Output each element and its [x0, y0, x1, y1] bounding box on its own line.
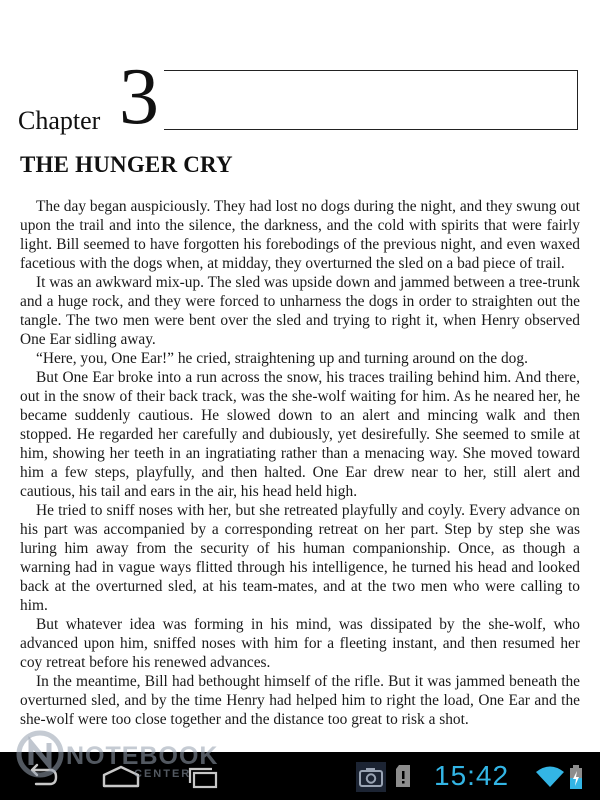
battery-status — [568, 764, 584, 790]
screenshot-notification[interactable] — [356, 762, 386, 792]
status-clock: 15:42 — [434, 760, 510, 791]
system-navigation-bar — [0, 752, 600, 800]
paragraph: “Here, you, One Ear!” he cried, straightening up and turning around on the dog. — [36, 350, 528, 367]
chapter-label: Chapter — [18, 106, 101, 135]
sd-card-notification[interactable] — [394, 764, 412, 788]
recent-apps-icon — [182, 760, 224, 792]
battery-charging-icon — [568, 764, 584, 790]
paragraph: He tried to sniff noses with her, but she retreated playfully and coyly. Every advance on his part was accompanied by a corresponding retreat on her part. Step by step she was luring him away from the security of his human companionship. Once, as though a warning had in vague ways flitted through his intelligence, he turned his head and looked back at the overturned sled, at his team-mates, and at the two men who were calling to him. — [20, 502, 580, 614]
watermark-text: NOTEBOOK — [66, 742, 219, 770]
screenshot-camera-icon — [356, 762, 386, 792]
back-arrow-icon — [20, 760, 62, 792]
back-button[interactable] — [20, 760, 62, 792]
home-button[interactable] — [100, 760, 142, 792]
paragraph: In the meantime, Bill had bethought himself of the rifle. But it was jammed beneath the overturned sled, and by the time Henry had helped him to right the load, One Ear and the she-wolf were too close together and the distance too great to risk a shot. — [20, 673, 580, 728]
chapter-title: THE HUNGER CRY — [20, 152, 233, 177]
recent-apps-button[interactable] — [182, 760, 224, 792]
paragraph: The day began auspiciously. They had lost no dogs during the night, and they swung out upon the trail and into the silence, the darkness, and the cold with spirits that were fairly light. Bill seemed to have forgotten his forebodings of the previous night, and even waxed facetious with the dogs when, at midday, they overturned the sled on a bad piece of trail. — [20, 198, 580, 272]
chapter-number: 3 — [119, 53, 159, 141]
chapter-body — [20, 197, 580, 729]
sd-card-icon — [394, 764, 412, 788]
watermark-subtext: CENTER — [134, 768, 192, 780]
paragraph: But One Ear broke into a run across the snow, his traces trailing behind him. And there, out in the snow of their back track, was the she-wolf waiting for him. As he neared her, he became suddenly cautious. He slowed down to an alert and mincing walk and then stopped. He regarded her carefully and dubiously, yet desirefully. She seemed to smile at him, showing her teeth in an ingratiating rather than a menacing way. She moved toward him a few steps, playfully, and then halted. One Ear drew near to her, still alert and cautious, his tail and ears in the air, his head held high. — [20, 369, 580, 500]
paragraph: It was an awkward mix-up. The sled was upside down and jammed between a tree-trunk and a huge rock, and they were forced to unharness the dogs in order to straighten out the tangle. The two men were bent over the sled and trying to right it, when Henry observed One Ear sidling away. — [20, 274, 580, 348]
wifi-status — [535, 764, 565, 788]
paragraph: But whatever idea was forming in his mind, was dissipated by the she-wolf, who advanced upon him, sniffed noses with him for a fleeting instant, and then resumed her coy retreat before his renewed advances. — [20, 616, 580, 671]
home-icon — [100, 760, 142, 792]
wifi-icon — [535, 764, 565, 788]
